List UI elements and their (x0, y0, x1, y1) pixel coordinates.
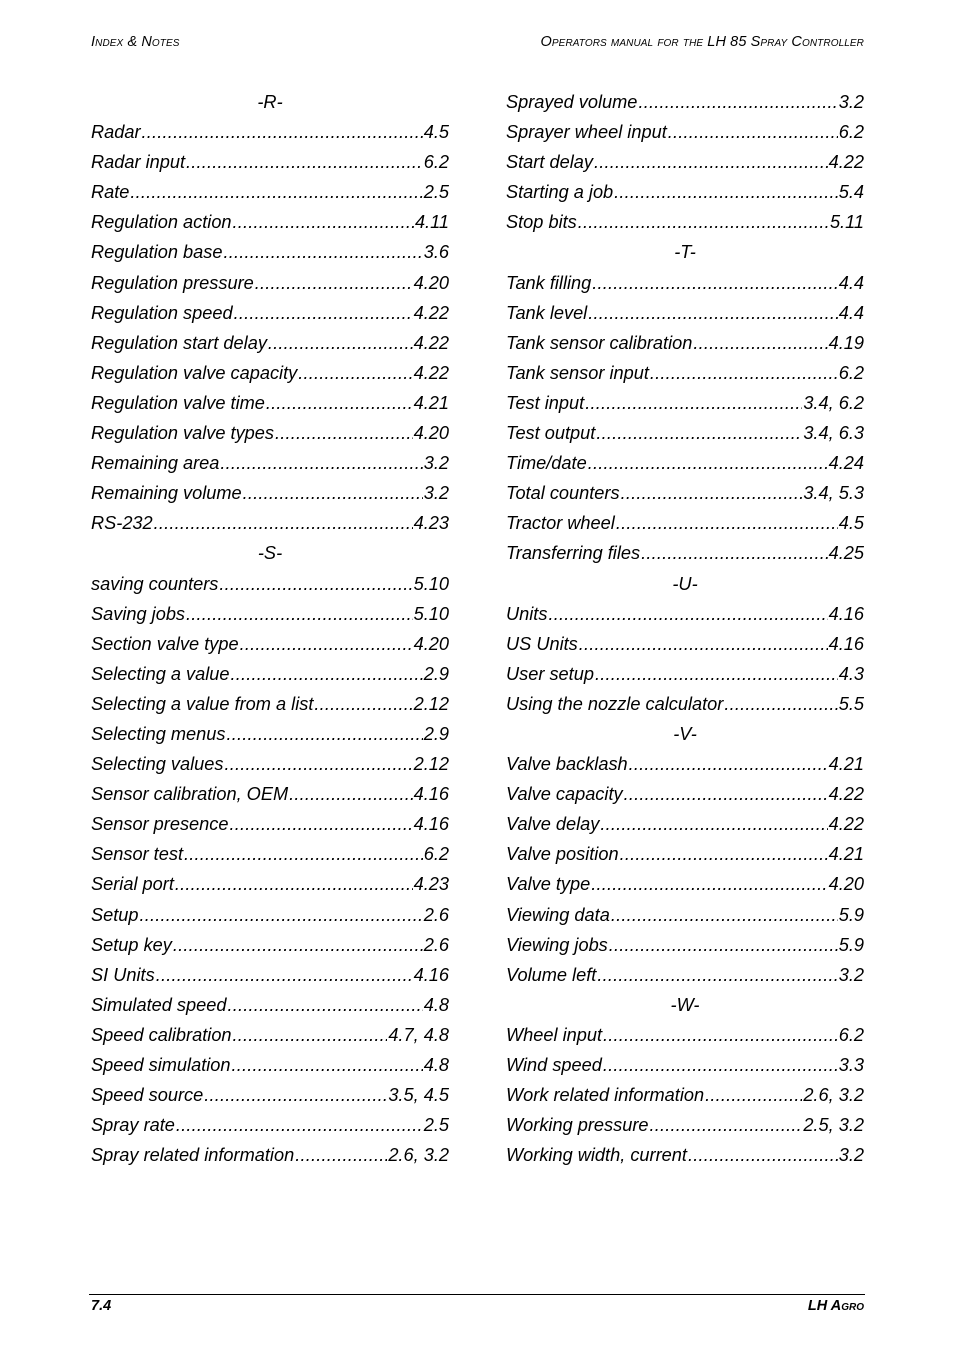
dot-leader (609, 930, 838, 960)
dot-leader (616, 508, 838, 538)
index-entry (91, 388, 449, 418)
index-entry (91, 599, 449, 629)
index-page-ref: 4.11 (414, 212, 449, 233)
index-page-ref: 2.5, 3.2 (803, 1115, 864, 1136)
index-page-ref: 4.23 (413, 874, 449, 895)
index-page-ref: 6.2 (838, 122, 864, 143)
index-entry (91, 719, 449, 749)
index-term: Test output (506, 423, 596, 444)
index-letter-heading: -R- (257, 92, 283, 112)
dot-leader (140, 900, 423, 930)
index-entry (91, 779, 449, 809)
index-entry (91, 1020, 449, 1050)
index-page-ref: 3.2 (838, 92, 864, 112)
index-entry (91, 207, 449, 237)
index-entry (506, 1020, 864, 1050)
dot-leader (240, 629, 413, 659)
index-entry (506, 358, 864, 388)
index-term: Speed calibration (91, 1024, 232, 1045)
dot-leader (592, 268, 837, 298)
index-term: Stop bits (506, 212, 577, 233)
index-entry (506, 448, 864, 478)
index-entry (91, 147, 449, 177)
index-entry (506, 207, 864, 237)
index-letter-heading: -V- (673, 723, 697, 744)
index-term: Total counters (506, 483, 620, 504)
index-page-ref: 4.16 (413, 784, 449, 805)
index-entry (91, 508, 449, 538)
index-term: Volume left (506, 964, 597, 985)
index-page-ref: 2.6, 3.2 (388, 1145, 449, 1166)
index-entry (91, 749, 449, 779)
dot-leader (224, 749, 412, 779)
dot-leader (705, 1080, 802, 1110)
dot-leader (176, 1110, 423, 1140)
index-term: Selecting values (91, 754, 224, 775)
index-term: Simulated speed (91, 994, 227, 1015)
index-term: Regulation base (91, 242, 223, 263)
index-page-ref: 2.9 (423, 723, 449, 744)
index-page-ref: 6.2 (838, 362, 864, 383)
dot-leader (629, 749, 828, 779)
dot-leader (255, 268, 413, 298)
dot-leader (266, 388, 413, 418)
index-term: Viewing jobs (506, 934, 608, 955)
index-page-ref: 6.2 (838, 1024, 864, 1045)
dot-leader (668, 117, 838, 147)
index-entry (506, 689, 864, 719)
index-term: Setup key (91, 934, 172, 955)
index-page-ref: 4.20 (413, 633, 449, 654)
index-page-ref: 4.8 (423, 994, 449, 1015)
index-page-ref: 4.19 (828, 332, 864, 353)
dot-leader (588, 298, 837, 328)
index-page-ref: 3.5, 4.5 (388, 1085, 449, 1106)
dot-leader (233, 207, 414, 237)
index-term: Time/date (506, 453, 587, 474)
dot-leader (243, 478, 423, 508)
index-page-ref: 5.11 (829, 212, 864, 233)
index-entry (91, 418, 449, 448)
index-term: Selecting menus (91, 723, 226, 744)
index-page-ref: 2.6 (423, 904, 449, 925)
index-entry (91, 569, 449, 599)
index-entry (506, 1140, 864, 1170)
index-page-ref: 3.3 (838, 1055, 864, 1075)
index-page-ref: 3.2 (838, 964, 864, 985)
index-page-ref: 3.2 (423, 453, 449, 474)
index-entry (91, 869, 449, 899)
index-entry (506, 478, 864, 508)
index-term: Regulation speed (91, 302, 233, 323)
index-entry (91, 448, 449, 478)
index-entry (91, 900, 449, 930)
index-page-ref: 4.5 (838, 513, 864, 534)
dot-leader (142, 117, 423, 147)
index-term: US Units (506, 633, 578, 654)
index-entry (506, 1110, 864, 1140)
index-term: Transferring files (506, 543, 641, 564)
index-term: Regulation start delay (91, 332, 267, 353)
index-entry (506, 268, 864, 298)
footer-brand: LH Agro (807, 1298, 864, 1314)
index-entry (506, 147, 864, 177)
index-term: Using the nozzle calculator (506, 693, 724, 714)
index-entry (91, 1050, 449, 1080)
dot-leader (130, 177, 422, 207)
dot-leader (724, 689, 837, 719)
index-page-ref: 4.21 (413, 392, 449, 413)
index-entry (506, 869, 864, 899)
index-term: Starting a job (506, 182, 614, 203)
dot-leader (314, 689, 412, 719)
index-page-ref: 4.8 (423, 1055, 449, 1075)
index-entry (506, 87, 864, 117)
index-entry (506, 930, 864, 960)
index-page-ref: 4.16 (413, 814, 449, 835)
index-term: Sensor test (91, 844, 183, 865)
index-term: Viewing data (506, 904, 610, 925)
index-page-ref: 3.4, 6.2 (803, 392, 864, 413)
dot-leader (597, 960, 837, 990)
index-page-ref: 4.25 (828, 543, 864, 564)
index-entry (506, 388, 864, 418)
index-entry (91, 659, 449, 689)
index-letter-heading: -T- (674, 242, 696, 263)
index-entry (91, 1080, 449, 1110)
index-term: RS-232 (91, 513, 153, 534)
dot-leader (693, 328, 827, 358)
dot-leader (184, 839, 423, 869)
index-term: Tractor wheel (506, 513, 615, 534)
index-term: Test input (506, 392, 585, 413)
index-page-ref: 3.6 (423, 242, 449, 263)
index-page-ref: 4.20 (413, 272, 449, 293)
index-term: Section valve type (91, 633, 239, 654)
index-page-ref: 2.9 (423, 663, 449, 684)
index-entry (91, 689, 449, 719)
index-entry (506, 177, 864, 207)
header-section-title: Index & Notes (91, 34, 180, 50)
index-term: Working pressure (506, 1115, 649, 1136)
index-entry (91, 1110, 449, 1140)
index-term: Tank level (506, 302, 588, 323)
index-entry (506, 298, 864, 328)
dot-leader (175, 869, 413, 899)
dot-leader (603, 1050, 838, 1080)
index-entry (506, 779, 864, 809)
index-term: Remaining area (91, 453, 220, 474)
index-entry (506, 1050, 864, 1080)
dot-leader (578, 207, 829, 237)
index-term: Valve delay (506, 814, 600, 835)
index-page-ref: 4.22 (828, 814, 864, 835)
index-page-ref: 4.22 (828, 152, 864, 173)
index-entry (91, 237, 449, 267)
index-term: Speed simulation (91, 1055, 231, 1075)
dot-leader (596, 418, 802, 448)
index-term: SI Units (91, 964, 155, 985)
dot-leader (614, 177, 838, 207)
index-entry (506, 328, 864, 358)
dot-leader (603, 1020, 838, 1050)
dot-leader (226, 719, 422, 749)
dot-leader (611, 900, 838, 930)
index-page-ref: 3.2 (838, 1145, 864, 1166)
index-term: Spray rate (91, 1115, 175, 1136)
index-entry (506, 960, 864, 990)
index-page-ref: 4.20 (413, 423, 449, 444)
header-manual-title: Operators manual for the LH 85 Spray Controller (540, 34, 864, 50)
dot-leader (688, 1140, 838, 1170)
dot-leader (223, 237, 422, 267)
index-entry (506, 749, 864, 779)
dot-leader (595, 659, 838, 689)
index-term: Spray related information (91, 1145, 295, 1166)
index-page-ref: 4.5 (423, 122, 449, 143)
index-letter-heading: -W- (670, 994, 700, 1015)
index-term: Tank sensor input (506, 362, 649, 383)
index-term: Radar (91, 122, 141, 143)
index-entry (91, 177, 449, 207)
dot-leader (588, 448, 828, 478)
dot-leader (548, 599, 827, 629)
index-page-ref: 4.22 (413, 302, 449, 323)
index-term: Tank sensor calibration (506, 332, 693, 353)
index-entry (506, 117, 864, 147)
index-entry (506, 659, 864, 689)
dot-leader (641, 538, 828, 568)
index-column-right (506, 87, 864, 1170)
dot-leader (650, 358, 838, 388)
index-page-ref: 4.22 (413, 362, 449, 383)
index-entry (506, 809, 864, 839)
index-page-ref: 5.5 (838, 693, 864, 714)
dot-leader (186, 599, 413, 629)
index-entry (506, 629, 864, 659)
index-page-ref: 3.2 (423, 483, 449, 504)
index-page-ref: 4.3 (838, 663, 864, 684)
index-entry (91, 809, 449, 839)
dot-leader (186, 147, 423, 177)
dot-leader (156, 960, 413, 990)
index-entry (91, 930, 449, 960)
index-page-ref: 2.12 (413, 693, 449, 714)
index-page-ref: 4.22 (413, 332, 449, 353)
dot-leader (621, 478, 803, 508)
index-letter-heading: -U- (672, 573, 698, 594)
index-term: Selecting a value from a list (91, 693, 314, 714)
index-letter-heading: -S- (257, 543, 283, 564)
dot-leader (154, 508, 413, 538)
index-term: Tank filling (506, 272, 592, 293)
index-term: Regulation valve capacity (91, 362, 298, 383)
dot-leader (220, 448, 422, 478)
index-entry (91, 298, 449, 328)
index-entry (91, 358, 449, 388)
index-term: Regulation valve time (91, 392, 265, 413)
index-page-ref: 4.16 (413, 964, 449, 985)
index-page-ref: 2.5 (423, 182, 449, 203)
index-entry (506, 508, 864, 538)
index-term: Regulation action (91, 212, 232, 233)
index-term: Units (506, 603, 548, 624)
index-entry (91, 990, 449, 1020)
index-term: Regulation valve types (91, 423, 274, 444)
index-entry (91, 268, 449, 298)
index-page-ref: 4.21 (828, 754, 864, 775)
index-page-ref: 4.4 (838, 302, 864, 323)
index-page-ref: 5.9 (838, 904, 864, 925)
dot-leader (219, 569, 412, 599)
dot-leader (231, 659, 423, 689)
dot-leader (268, 328, 413, 358)
index-page-ref: 4.23 (413, 513, 449, 534)
index-page-ref: 2.6, 3.2 (803, 1085, 864, 1106)
dot-leader (289, 779, 412, 809)
index-page-ref: 5.10 (413, 603, 449, 624)
footer-divider (89, 1294, 865, 1295)
index-entry (506, 839, 864, 869)
index-page-ref: 5.4 (838, 182, 864, 203)
dot-leader (204, 1080, 387, 1110)
dot-leader (638, 87, 837, 117)
index-term: Valve backlash (506, 754, 628, 775)
dot-leader (232, 1050, 423, 1080)
index-term: saving counters (91, 573, 219, 594)
dot-leader (230, 809, 413, 839)
index-page-ref: 4.16 (828, 603, 864, 624)
index-entry (91, 629, 449, 659)
index-page-ref: 4.21 (828, 844, 864, 865)
index-entry (91, 478, 449, 508)
index-term: Wheel input (506, 1024, 603, 1045)
index-term: Remaining volume (91, 483, 242, 504)
dot-leader (600, 809, 827, 839)
index-entry (506, 418, 864, 448)
index-page-ref: 4.4 (838, 272, 864, 293)
dot-leader (591, 869, 827, 899)
index-page-ref: 4.7, 4.8 (388, 1024, 449, 1045)
index-page-ref: 6.2 (423, 844, 449, 865)
index-term: Valve position (506, 844, 619, 865)
index-entry (506, 900, 864, 930)
index-column-left (91, 87, 449, 1170)
index-term: Start delay (506, 152, 593, 173)
index-entry (91, 328, 449, 358)
index-term: Rate (91, 182, 130, 203)
dot-leader (227, 990, 422, 1020)
index-term: Valve capacity (506, 784, 623, 805)
dot-leader (234, 298, 413, 328)
index-entry (91, 1140, 449, 1170)
index-entry (506, 538, 864, 568)
dot-leader (624, 779, 828, 809)
index-term: Valve type (506, 874, 591, 895)
index-page-ref: 5.9 (838, 934, 864, 955)
index-entry (506, 599, 864, 629)
index-term: Working width, current (506, 1145, 687, 1166)
index-term: Selecting a value (91, 663, 230, 684)
dot-leader (620, 839, 828, 869)
index-entry (91, 960, 449, 990)
index-page-ref: 2.6 (423, 934, 449, 955)
dot-leader (233, 1020, 388, 1050)
index-page-ref: 2.12 (413, 754, 449, 775)
index-term: Sprayer wheel input (506, 122, 667, 143)
dot-leader (173, 930, 423, 960)
dot-leader (298, 358, 412, 388)
index-term: Radar input (91, 152, 186, 173)
index-page-ref: 4.24 (828, 453, 864, 474)
index-term: Serial port (91, 874, 174, 895)
index-page-ref: 3.4, 5.3 (803, 483, 864, 504)
index-page-ref: 5.10 (413, 573, 449, 594)
index-entry (506, 1080, 864, 1110)
index-term: Sensor presence (91, 814, 229, 835)
index-term: Setup (91, 904, 139, 925)
index-page-ref: 3.4, 6.3 (803, 423, 864, 444)
index-page-ref: 6.2 (423, 152, 449, 173)
index-term: Wind speed (506, 1055, 602, 1075)
dot-leader (295, 1140, 387, 1170)
index-term: Work related information (506, 1085, 705, 1106)
dot-leader (585, 388, 802, 418)
index-term: Regulation pressure (91, 272, 254, 293)
index-entry (91, 117, 449, 147)
index-page-ref: 4.20 (828, 874, 864, 895)
index-term: User setup (506, 663, 594, 684)
dot-leader (579, 629, 828, 659)
footer-page-number: 7.4 (91, 1298, 112, 1314)
index-entry (91, 839, 449, 869)
dot-leader (275, 418, 413, 448)
index-term: Saving jobs (91, 603, 186, 624)
index-term: Sensor calibration, OEM (91, 784, 289, 805)
index-page-ref: 4.16 (828, 633, 864, 654)
index-page-ref: 4.22 (828, 784, 864, 805)
index-term: Sprayed volume (506, 92, 638, 112)
index-term: Speed source (91, 1085, 204, 1106)
dot-leader (650, 1110, 803, 1140)
dot-leader (594, 147, 828, 177)
index-page-ref: 2.5 (423, 1115, 449, 1136)
